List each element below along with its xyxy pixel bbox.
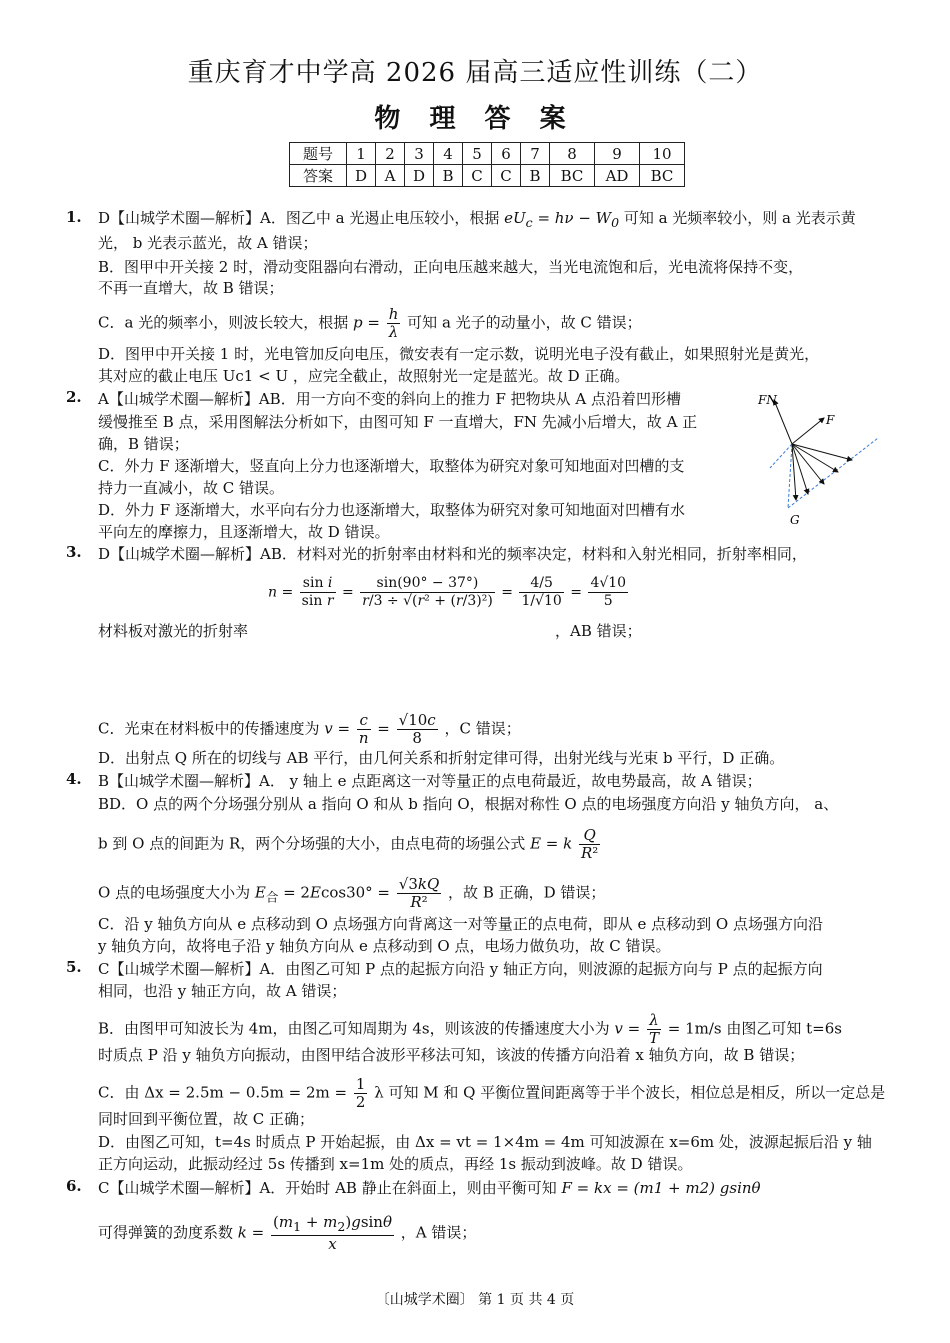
table-cell: 2 (376, 143, 405, 165)
q3-line-3-text-b: ，C 错误； (444, 719, 521, 738)
table-cell: A (376, 165, 405, 187)
q4-line-3: b 到 O 点的间距为 R，两个分场强的大小，由点电荷的场强公式 E = k $\frac{Q}{\text{R²}}$ (98, 826, 599, 862)
question-number-2: 2. (66, 388, 82, 406)
table-cell: 8 (550, 143, 595, 165)
answer-table (289, 142, 685, 187)
q1-line-5-text-a: C．a 光的频率小，则波长较大，根据 (98, 313, 349, 332)
force-arrow (792, 444, 796, 500)
table-cell: C (492, 165, 521, 187)
q2-line-4: C．外力 F 逐渐增大，竖直向上分力也逐渐增大，取整体为研究对象可知地面对凹槽的支 (98, 457, 685, 475)
q6-line-2-text-b: ，A 错误； (400, 1223, 477, 1242)
q2-line-3: 确，B 错误； (98, 435, 189, 453)
page-title: 重庆育才中学高 2026 届高三适应性训练（二） (187, 58, 763, 88)
q6-line-2-text-a: 可得弹簧的劲度系数 (98, 1223, 234, 1242)
force-arrow (792, 444, 852, 460)
refractive-index-formula: n = $\frac{\text{sin i}}{\text{sin r}}$ = $\frac{\sin(90^\circ - 37^\circ)}{\text{r/3 ÷ √(r² + (r/3)²)}}$ = $\frac{4/5}{1/√10}$ = $\frac{4√10}{5}$ (268, 575, 627, 609)
force-arrow (792, 444, 808, 494)
table-cell: 9 (595, 143, 640, 165)
q4-line-1: B【山城学术圈—解析】A． y 轴上 e 点距离这一对等量正的点电荷最近，故电势最高，故 A 错误； (98, 772, 762, 790)
q3-line-3-text-a: C．光束在材料板中的传播速度为 (98, 719, 320, 738)
q6-line-1-text-a: C【山城学术圈—解析】A．开始时 AB 静止在斜面上，则由平衡可知 (98, 1179, 557, 1197)
q5-line-3: B．由图甲可知波长为 4m，由图乙可知周期为 4s，则该波的传播速度大小为 v = $\frac{\lambda}{T}$ = 1m/s 由图乙可知 t=6s (98, 1011, 842, 1047)
q3-line-2-label: 材料板对激光的折射率 (98, 622, 249, 640)
answer-table-number-row (290, 143, 685, 165)
q1-line-5-text-b: 可知 a 光子的动量小，故 C 错误； (407, 313, 642, 332)
q1-line-5: C．a 光的频率小，则波长较大，根据 p = $\frac{h}{\lambda}$ 可知 a 光子的动量小，故 C 错误； (98, 305, 642, 341)
push-force-arrow (792, 418, 824, 444)
guide-dashed-line (770, 444, 792, 468)
q1-line-2: 光， b 光表示蓝光，故 A 错误； (98, 234, 318, 252)
q5-line-5-text-a: C．由 Δx = 2.5m − 0.5m = 2m = (98, 1083, 348, 1102)
table-cell: 3 (405, 143, 434, 165)
q1-text-b: 可知 a 光频率较小，则 a 光表示黄 (623, 209, 856, 227)
answer-table-answer-row (290, 165, 685, 187)
q4-line-4: O 点的电场强度大小为 $E_合 = 2Ecos30^\circ$ = $\frac{√3kQ}{\text{R²}}$ ，故 B 正确，D 错误； (98, 875, 606, 911)
table-cell: AD (595, 165, 640, 187)
q4-line-6: y 轴负方向，故将电子沿 y 轴负方向从 e 点移动到 O 点，电场力做负功，故 C 错误。 (98, 937, 671, 955)
q4-line-4-text-a: O 点的电场强度大小为 (98, 883, 251, 902)
page-subtitle: 物 理 答 案 (374, 104, 576, 134)
force-diagram (752, 388, 884, 528)
q2-line-5: 持力一直减小，故 C 错误。 (98, 479, 285, 497)
q4-line-5: C．沿 y 轴负方向从 e 点移动到 O 点场强方向背离这一对等量正的点电荷，即从 e 点移动到 O 点场强方向沿 (98, 915, 823, 933)
q1-line-6: D．图甲中开关接 1 时，光电管加反向电压，微安表有一定示数，说明光电子没有截止，如果照射光是黄光， (98, 345, 820, 363)
q4-line-2: BD．O 点的两个分场强分别从 a 指向 O 和从 b 指向 O，根据对称性 O 点的电场强度方向沿 y 轴负方向， a、 (98, 795, 839, 813)
row-label-answer: 答案 (290, 165, 347, 187)
q5-line-3-text-a: B．由图甲可知波长为 4m，由图乙可知周期为 4s，则该波的传播速度大小为 (98, 1019, 610, 1038)
q5-line-8: 正方向运动，此振动经过 5s 传播到 x=1m 处的质点，再经 1s 振动到波峰。故 D 错误。 (98, 1155, 693, 1173)
q5-line-1: C【山城学术圈—解析】A．由图乙可知 P 点的起振方向沿 y 轴正方向，则波源的起振方向与 P 点的起振方向 (98, 960, 823, 978)
table-cell: 4 (434, 143, 463, 165)
q2-line-7: 平向左的摩擦力，且逐渐增大，故 D 错误。 (98, 523, 390, 541)
question-number-4: 4. (66, 770, 82, 788)
q1-line-7: 其对应的截止电压 Uc1 < U ，应完全截止，故照射光一定是蓝光。故 D 正确。 (98, 367, 630, 385)
table-cell: 1 (347, 143, 376, 165)
q4-line-3-text: b 到 O 点的间距为 R，两个分场强的大小，由点电荷的场强公式 (98, 834, 526, 853)
q2-line-6: D．外力 F 逐渐增大，水平向右分力也逐渐增大，取整体为研究对象可知地面对凹槽有水 (98, 501, 685, 519)
table-cell: C (463, 165, 492, 187)
q1-line-3: B．图甲中开关接 2 时，滑动变阻器向右滑动，正向电压越来越大，当光电流饱和后，光电流将保持不变， (98, 258, 804, 276)
table-cell: 6 (492, 143, 521, 165)
q1-text-a: D【山城学术圈—解析】A．图乙中 a 光遏止电压较小，根据 (98, 209, 500, 227)
label-f: F (826, 413, 835, 427)
q3-line-1: D【山城学术圈—解析】AB．材料对光的折射率由材料和光的频率决定，材料和入射光相同，折射率相同， (98, 545, 807, 563)
q5-line-4: 时质点 P 沿 y 轴负方向振动，由图甲结合波形平移法可知，该波的传播方向沿着 x 轴负方向，故 B 错误； (98, 1046, 805, 1064)
table-cell: B (521, 165, 550, 187)
question-number-3: 3. (66, 543, 82, 561)
table-cell: D (347, 165, 376, 187)
q5-line-6: 同时回到平衡位置，故 C 正确； (98, 1110, 315, 1128)
table-cell: 7 (521, 143, 550, 165)
table-cell: B (434, 165, 463, 187)
label-g: G (790, 513, 800, 527)
q1-line-1 (98, 207, 856, 234)
row-label-number: 题号 (290, 143, 347, 165)
q5-line-2: 相同，也沿 y 轴正方向，故 A 错误； (98, 982, 347, 1000)
fraction-h-over-lambda: $\frac{h}{\lambda}$ (388, 305, 399, 341)
table-cell: D (405, 165, 434, 187)
q1-formula: $eU_c = h\nu - W_0$ (504, 209, 620, 230)
q1-formula-eu: eU (504, 209, 526, 227)
q3-line-4: D．出射点 Q 所在的切线与 AB 平行，由几何关系和折射定律可得，出射光线与光束 b 平行，D 正确。 (98, 749, 785, 767)
q2-line-1: A【山城学术圈—解析】AB．用一方向不变的斜向上的推力 F 把物块从 A 点沿着凹形槽 (98, 390, 682, 408)
q5-line-5-text-b: λ 可知 M 和 Q 平衡位置间距离等于半个波长，相位总是相反，所以一定总是 (374, 1083, 886, 1102)
q3-line-2-tail: ，AB 错误； (555, 622, 642, 640)
force-arrow (792, 444, 824, 484)
q2-line-2: 缓慢推至 B 点，采用图解法分析如下，由图可知 F 一直增大，FN 先减小后增大，故 A 正 (98, 413, 698, 431)
q5-line-5: C．由 Δx = 2.5m − 0.5m = 2m = $\frac{1}{2}$ λ 可知 M 和 Q 平衡位置间距离等于半个波长，相位总是相反，所以一定总是 (98, 1075, 886, 1111)
q6-line-2: 可得弹簧的劲度系数 k = $\frac{(m_1 + m_2)gsin\theta}{x}$ ，A 错误； (98, 1213, 477, 1253)
label-fn: FN (758, 393, 777, 407)
question-number-1: 1. (66, 208, 82, 226)
question-number-6: 6. (66, 1177, 82, 1195)
table-cell: BC (640, 165, 685, 187)
q1-line-4: 不再一直增大，故 B 错误； (98, 279, 284, 297)
table-cell: 5 (463, 143, 492, 165)
q5-line-7: D．由图乙可知，t=4s 时质点 P 开始起振，由 Δx = vt = 1×4m = 4m 可知波源在 x=6m 处，波源起振后沿 y 轴 (98, 1133, 872, 1151)
q4-line-4-text-b: ，故 B 正确，D 错误； (448, 883, 606, 902)
q6-line-1 (98, 1177, 761, 1199)
page-footer: 〔山城学术圈〕 第 1 页 共 4 页 (375, 1292, 575, 1308)
q6-line-1-formula: F = kx = (m1 + m2) gsinθ (561, 1179, 761, 1197)
q5-line-3-text-b: 由图乙可知 t=6s (726, 1019, 842, 1038)
table-cell: 10 (640, 143, 685, 165)
table-cell: BC (550, 165, 595, 187)
question-number-5: 5. (66, 958, 82, 976)
force-arrow (792, 444, 838, 472)
q3-line-3: C．光束在材料板中的传播速度为 v = $\frac{c}{n}$ = $\frac{√10c}{8}$ ，C 错误； (98, 711, 521, 747)
gravity-dashed-line (788, 444, 792, 508)
